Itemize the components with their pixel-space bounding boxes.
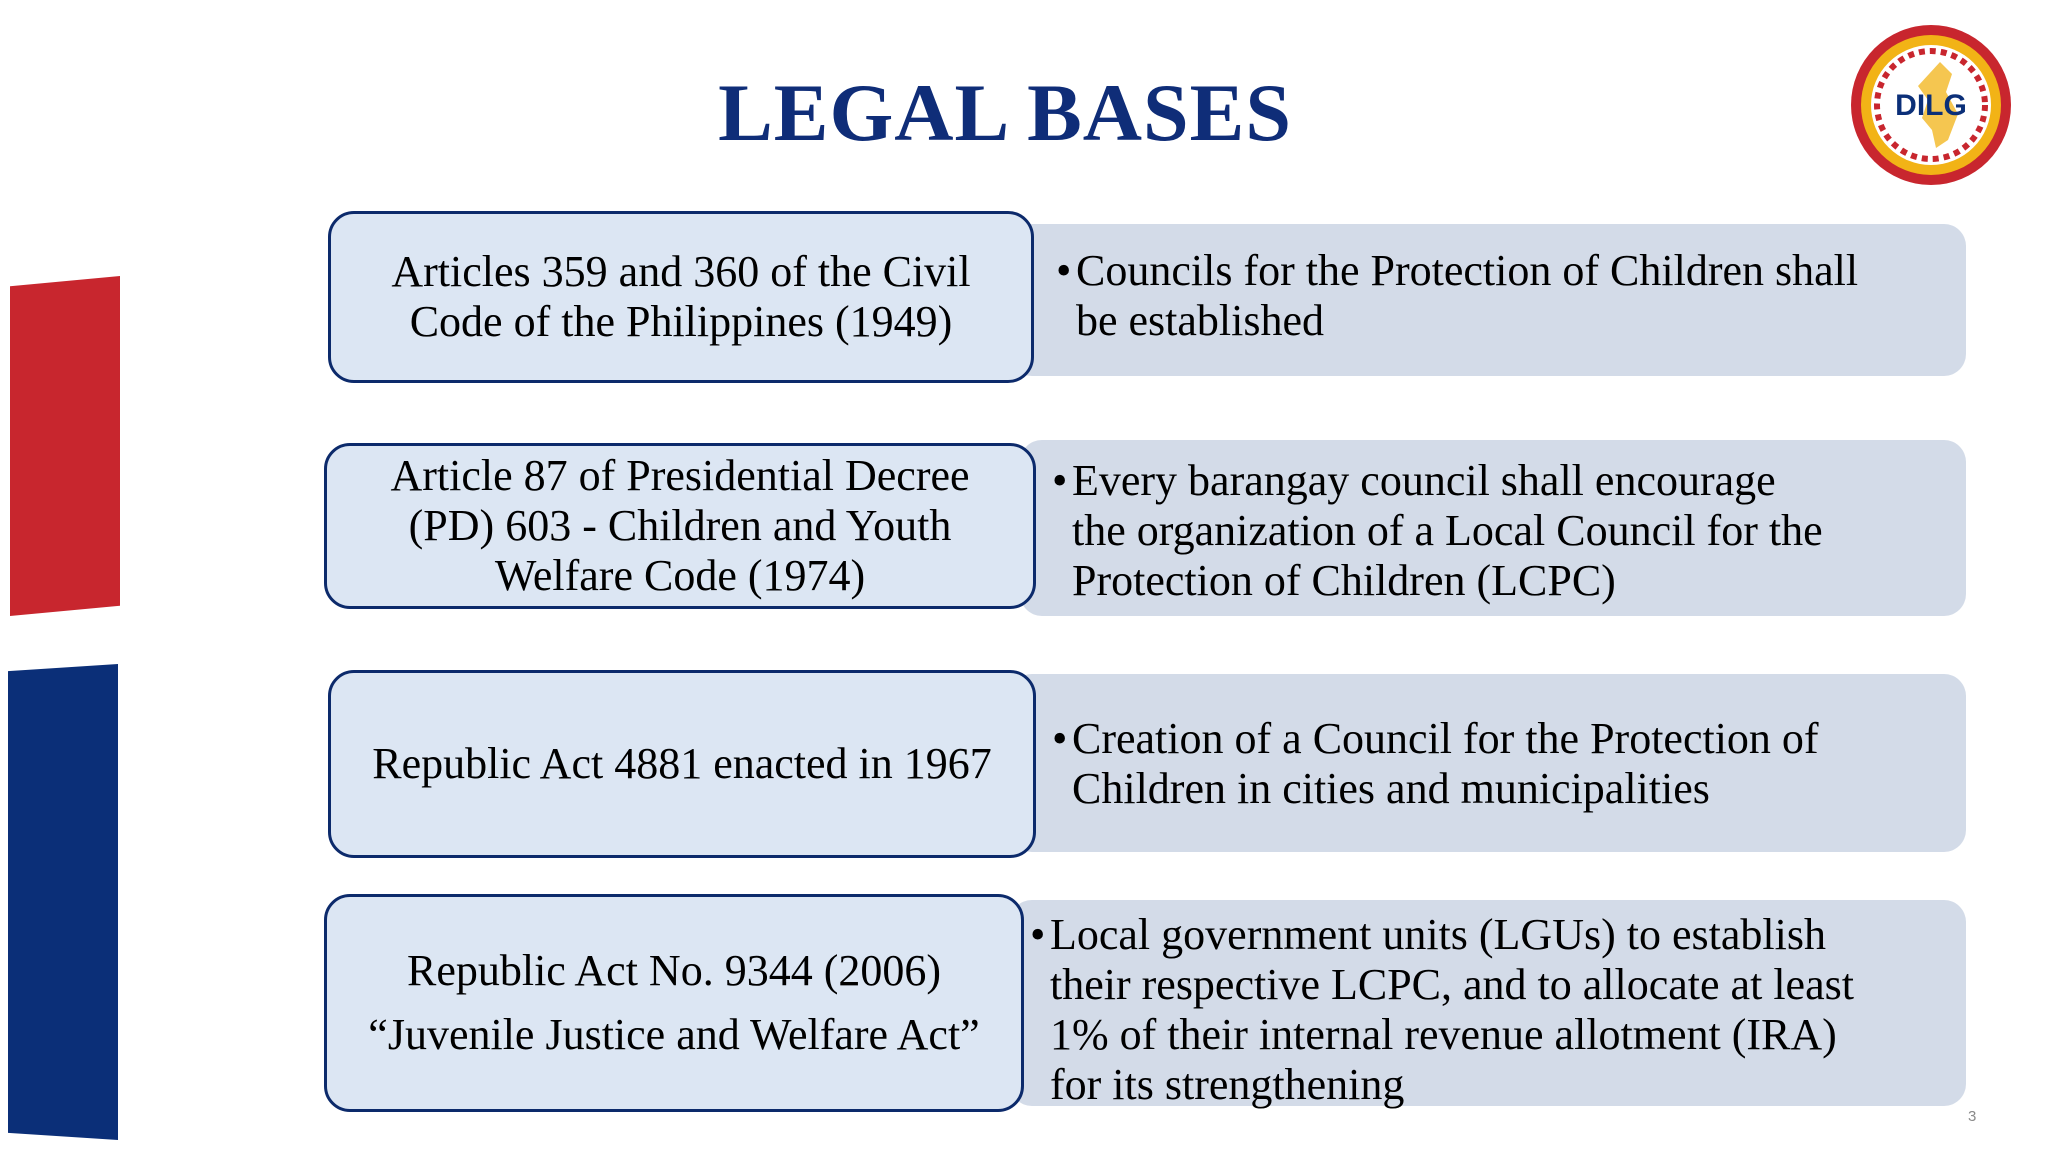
row-label-box: [324, 443, 1036, 609]
label-line: Article 87 of Presidential Decree: [390, 451, 970, 500]
label-line: “Juvenile Justice and Welfare Act”: [368, 1010, 980, 1059]
row-label-box: [324, 894, 1024, 1112]
description-line: 1% of their internal revenue allotment (IRA): [1050, 1010, 1837, 1059]
row-description: • Every barangay council shall encourage the organization of a Local Council for the Protection of Children (LCPC): [1020, 440, 1966, 616]
row-description: • Councils for the Protection of Children shall be established: [1010, 224, 1966, 376]
row-description: • Creation of a Council for the Protection of Children in cities and municipalities: [1010, 674, 1966, 852]
label-line: Welfare Code (1974): [494, 551, 866, 600]
logo-text: DILG: [1895, 89, 1967, 122]
page-number: 3: [1968, 1108, 1977, 1125]
description-line: Local government units (LGUs) to establish: [1050, 910, 1826, 959]
label-line: (PD) 603 - Children and Youth: [408, 501, 952, 550]
description-line: for its strengthening: [1050, 1060, 1405, 1109]
description-line: be established: [1076, 296, 1325, 345]
slide-title: LEGAL BASES: [718, 67, 1292, 158]
description-line: their respective LCPC, and to allocate at least: [1050, 960, 1854, 1009]
description-line: Protection of Children (LCPC): [1072, 556, 1616, 605]
label-line: Code of the Philippines (1949): [409, 297, 953, 346]
blue-accent-bar: [8, 664, 118, 1140]
row-label-box: [328, 670, 1036, 858]
dilg-seal-icon: [1848, 22, 2014, 188]
row-label-box: [328, 211, 1034, 383]
label-line: Articles 359 and 360 of the Civil: [391, 247, 971, 296]
label-line: Republic Act No. 9344 (2006): [406, 946, 942, 995]
description-line: Councils for the Protection of Children shall: [1076, 246, 1859, 295]
description-line: Every barangay council shall encourage: [1072, 456, 1776, 505]
description-line: Creation of a Council for the Protection of: [1072, 714, 1819, 763]
label-line: Republic Act 4881 enacted in 1967: [372, 739, 992, 788]
description-line: the organization of a Local Council for the: [1072, 506, 1823, 555]
row-description: • Local government units (LGUs) to establish their respective LCPC, and to allocate at least 1% of their internal revenue allotment (IRA) for its strengthening: [1010, 900, 1966, 1106]
description-line: Children in cities and municipalities: [1072, 764, 1710, 813]
red-accent-bar: [10, 276, 120, 616]
